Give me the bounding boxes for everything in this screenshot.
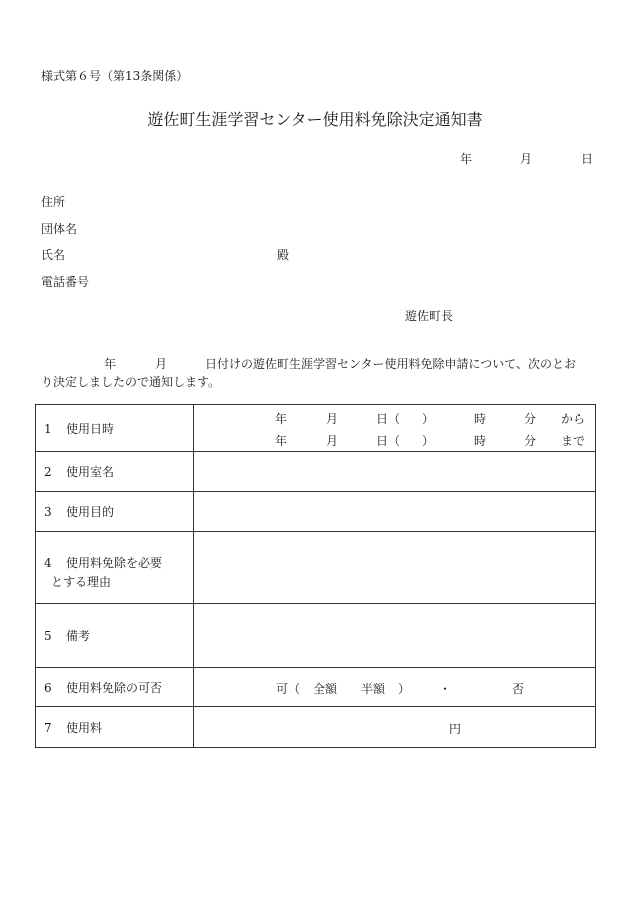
reason-cell: [194, 532, 596, 604]
issuer: 遊佐町長: [405, 309, 454, 323]
body-text-line1: 日付けの遊佐町生涯学習センター使用料免除申請について、次のとお: [205, 357, 577, 371]
room-name-cell: [194, 452, 596, 492]
group-name-label: 団体名: [41, 222, 78, 236]
dt-to-label: まで: [561, 434, 586, 448]
table-row: [36, 604, 596, 668]
approval-half: 半額: [361, 682, 386, 696]
table-row: [36, 668, 596, 707]
approval-no: 否: [512, 682, 525, 696]
dt-to-hour: 時: [474, 434, 487, 448]
dt-from-minute: 分: [524, 412, 537, 426]
body-text-line2: り決定しましたので通知します。: [41, 375, 221, 389]
date-year: 年: [460, 152, 473, 166]
dt-to-minute: 分: [524, 434, 537, 448]
table-row: [36, 405, 596, 452]
dt-to-month: 月: [326, 434, 339, 448]
dt-from-hour: 時: [474, 412, 487, 426]
row-label: [36, 707, 194, 748]
approval-separator: ・: [439, 682, 452, 696]
dt-from-day: 日（: [376, 412, 401, 426]
fee-cell: [194, 707, 596, 748]
fee-unit: 円: [449, 722, 462, 736]
date-day: 日: [581, 152, 594, 166]
approval-full: 全額: [313, 682, 338, 696]
row-label: [36, 604, 194, 668]
address-label: 住所: [41, 195, 66, 209]
document-title: 遊佐町生涯学習センター使用料免除決定通知書: [147, 110, 483, 129]
dt-to-day: 日（: [376, 434, 401, 448]
row-number: 3: [44, 505, 52, 519]
dt-from-close: ）: [422, 412, 435, 426]
row-label-text: 備考: [66, 629, 91, 643]
row-number: 6: [44, 680, 52, 695]
body-year: 年: [104, 357, 117, 371]
row-label-text-line2: とする理由: [51, 575, 112, 589]
row-number: 2: [44, 465, 52, 479]
dt-to-close: ）: [422, 434, 435, 448]
row-label-text: 使用室名: [66, 465, 115, 479]
datetime-cell: [194, 405, 596, 452]
row-label: [36, 452, 194, 492]
form-number: 様式第６号（第13条関係）: [41, 69, 189, 83]
row-number: 4: [44, 556, 52, 570]
honorific: 殿: [277, 248, 290, 262]
decision-table: [35, 404, 596, 748]
table-row: [36, 532, 596, 604]
approval-cell: [194, 668, 596, 707]
dt-from-month: 月: [326, 412, 339, 426]
dt-to-year: 年: [275, 434, 288, 448]
table-row: [36, 452, 596, 492]
row-label-text: 使用日時: [66, 421, 115, 436]
phone-label: 電話番号: [41, 275, 90, 289]
row-number: 1: [44, 421, 52, 436]
row-label-text: 使用料: [66, 720, 103, 735]
dt-from-year: 年: [275, 412, 288, 426]
row-number: 5: [44, 629, 52, 643]
row-label-text: 使用料免除を必要: [66, 556, 163, 570]
name-label: 氏名: [41, 248, 66, 262]
row-label: [36, 405, 194, 452]
row-label-text: 使用料免除の可否: [66, 680, 163, 695]
approval-yes: 可（: [276, 682, 301, 696]
row-label: [36, 532, 194, 604]
purpose-cell: [194, 492, 596, 532]
row-number: 7: [44, 720, 52, 735]
body-month: 月: [155, 357, 168, 371]
remarks-cell: [194, 604, 596, 668]
row-label: [36, 492, 194, 532]
row-label: [36, 668, 194, 707]
date-month: 月: [520, 152, 533, 166]
table-row: [36, 707, 596, 748]
approval-close: ）: [398, 682, 411, 696]
dt-from-label: から: [561, 412, 586, 426]
row-label-text: 使用目的: [66, 505, 115, 519]
table-row: [36, 492, 596, 532]
